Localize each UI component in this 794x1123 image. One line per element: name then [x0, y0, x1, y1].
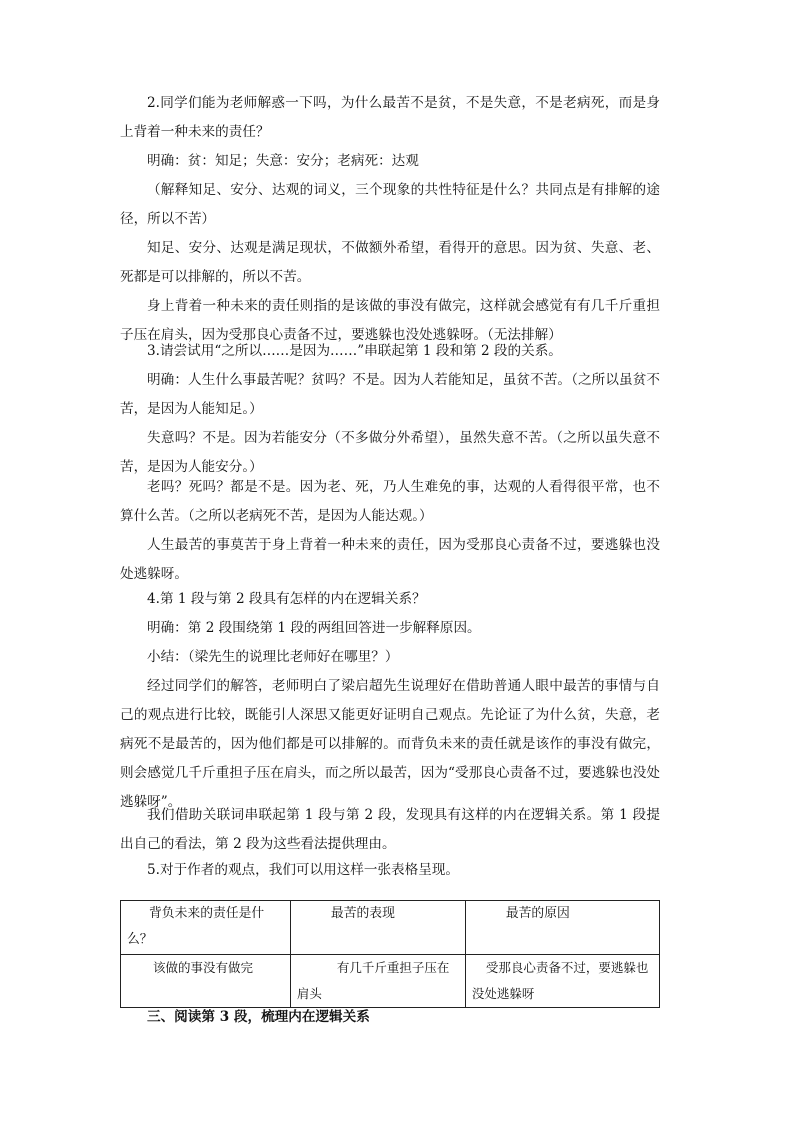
question-4: 4.第 1 段与第 2 段具有怎样的内在逻辑关系？ — [147, 591, 426, 607]
question-2-responsibility: 身上背着一种未来的责任则指的是该做的事没有做完，这样就会感觉有有几千斤重担子压在肩头，因为受那良心责备不过，要逃躲也没处逃躲呀。（无法排解） — [120, 298, 660, 343]
summary-paragraph-2: 我们借助关联词串联起第 1 段与第 2 段，发现具有这样的内在逻辑关系。第 1 段提出自己的看法，第 2 段为这些看法提供理由。 — [120, 807, 660, 852]
question-4-answer: 明确：第 2 段围绕第 1 段的两组回答进一步解释原因。 — [147, 620, 481, 636]
question-3-old: 老吗？死吗？都是不是。因为老、死，乃人生难免的事，达观的人看得很平常，也不算什么苦。（之所以老病死不苦，是因为人能达观。） — [120, 479, 660, 524]
table-header-row — [121, 901, 660, 955]
question-3: 3.请尝试用“之所以……是因为……”串联起第 1 段和第 2 段的关系。 — [147, 343, 562, 359]
question-3-most-bitter: 人生最苦的事莫苦于身上背着一种未来的责任，因为受那良心责备不过，要逃躲也没处逃躲呀。 — [120, 537, 660, 582]
table-row — [121, 955, 660, 1008]
question-3-answer: 明确：人生什么事最苦呢？贫吗？不是。因为人若能知足，虽贫不苦。（之所以虽贫不苦，是因为人能知足。） — [120, 372, 660, 417]
question-3-lost: 失意吗？不是。因为若能安分（不多做分外希望），虽然失意不苦。（之所以虽失意不苦，是因为人能安分。） — [120, 430, 660, 475]
question-5: 5.对于作者的观点，我们可以用这样一张表格呈现。 — [147, 862, 460, 878]
section-3-heading: 三、阅读第 3 段，梳理内在逻辑关系 — [147, 1009, 370, 1025]
question-2-answer: 明确：贫：知足；失意：安分；老病死：达观 — [147, 153, 419, 169]
table-cell: 有几千斤重担子压在肩头 — [290, 955, 465, 1008]
question-2-note: （解释知足、安分、达观的词义，三个现象的共性特征是什么？共同点是有排解的途径，所以不苦） — [120, 182, 660, 227]
question-2: 2.同学们能为老师解惑一下吗，为什么最苦不是贫，不是失意，不是老病死，而是身上背着一种未来的责任？ — [120, 95, 660, 140]
table-header-cell: 最苦的表现 — [290, 901, 465, 955]
question-2-explanation: 知足、安分、达观是满足现状，不做额外希望，看得开的意思。因为贫、失意、老、死都是可以排解的，所以不苦。 — [120, 240, 660, 285]
table-cell: 该做的事没有做完 — [121, 955, 291, 1008]
table-header-cell: 最苦的原因 — [465, 901, 659, 955]
table-cell: 受那良心责备不过，要逃躲也没处逃躲呀 — [465, 955, 659, 1008]
responsibility-table — [120, 900, 660, 1008]
table-header-cell: 背负未来的责任是什么？ — [121, 901, 291, 955]
summary-paragraph: 经过同学们的解答，老师明白了梁启超先生说理好在借助普通人眼中最苦的事情与自己的观点进行比较，既能引人深思又能更好证明自己观点。先论证了为什么贫，失意，老病死不是最苦的，因为他们都是可以排解的。而背负未来的责任就是该作的事没有做完，则会感觉几千斤重担子压在肩头，而之所以最苦，因为“受那良心责备不过，要逃躲也没处逃躲呀”。 — [120, 678, 660, 810]
summary-label: 小结：（梁先生的说理比老师好在哪里？） — [147, 649, 399, 665]
